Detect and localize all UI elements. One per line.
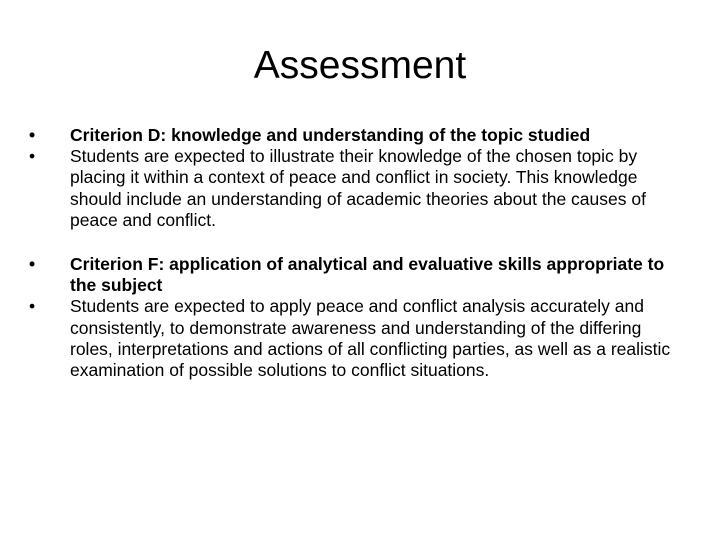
criterion-d-description: • Students are expected to illustrate their knowledge of the chosen topic by placing it within a context of peace and conflict in society. This knowledge should include an understanding of academic theories about the causes of peace and conflict. [22, 146, 682, 231]
criterion-d-group [22, 125, 682, 231]
criterion-f-description: • Students are expected to apply peace and conflict analysis accurately and consistently, to demonstrate awareness and understanding of the differing roles, interpretations and actions of all conflicting parties, as well as a realistic examination of possible solutions to conflict situations. [22, 296, 682, 381]
slide-title: Assessment [253, 44, 467, 87]
slide-body [22, 125, 682, 381]
criterion-f-heading: • Criterion F: application of analytical and evaluative skills appropriate to the subject [22, 254, 682, 296]
criterion-d-heading: • Criterion D: knowledge and understanding of the topic studied [22, 125, 682, 146]
criterion-f-group [22, 254, 682, 381]
